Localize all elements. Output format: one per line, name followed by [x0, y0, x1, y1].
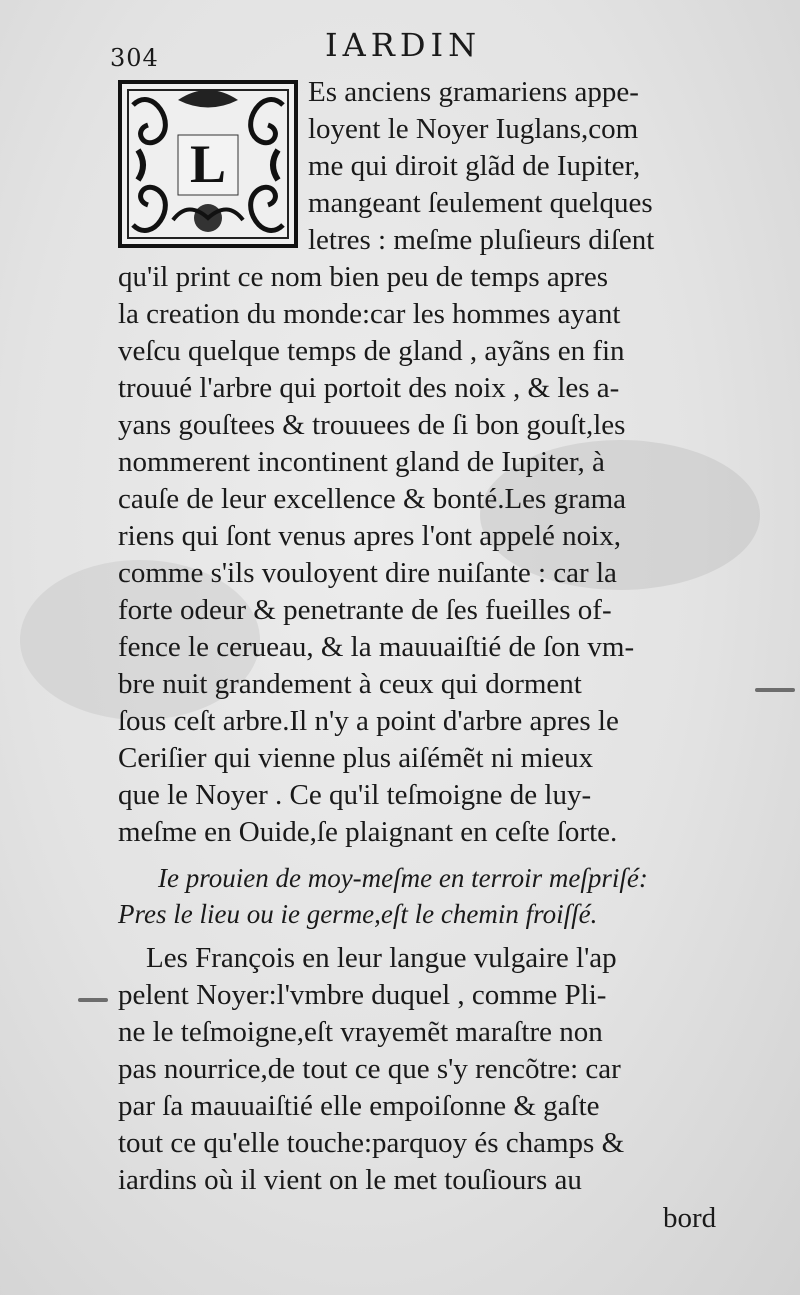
text-line: pas nourrice,de tout ce que s'y rencõtre: car [118, 1053, 621, 1085]
text-line: Ceriſier qui vienne plus aiſémẽt ni mieux [118, 742, 594, 774]
margin-mark [78, 998, 108, 1002]
text-line: ne le teſmoigne,eſt vrayemẽt maraſtre non [118, 1016, 603, 1048]
text-line: Les François en leur langue vulgaire l'ap [146, 942, 617, 974]
text-line: qu'il print ce nom bien peu de temps apres [118, 261, 609, 293]
text-line: bre nuit grandement à ceux qui dorment [118, 668, 582, 700]
text-line: Es anciens gramariens appe- [308, 76, 639, 108]
text-line: mangeant ſeulement quelques [308, 187, 653, 219]
text-line: la creation du monde:car les hommes ayant [118, 298, 621, 330]
text-line: cauſe de leur excellence & bonté.Les grama [118, 483, 627, 515]
text-line: trouué l'arbre qui portoit des noix , & les a- [118, 372, 620, 404]
initial-letter: L [189, 134, 227, 194]
text-line: ſous ceſt arbre.Il n'y a point d'arbre apres le [118, 705, 619, 737]
verse-line: Ie prouien de moy-meſme en terroir meſpriſé: [158, 863, 648, 893]
text-line: veſcu quelque temps de gland , ayãns en fin [118, 335, 625, 367]
verse-line: Pres le lieu ou ie germe,eſt le chemin froiſſé. [118, 899, 598, 929]
text-line: loyent le Noyer Iuglans,com [308, 113, 639, 145]
text-line: forte odeur & penetrante de ſes fueilles of- [118, 594, 612, 626]
catchword: bord [663, 1202, 717, 1234]
text-line: me qui diroit glãd de Iupiter, [308, 150, 641, 182]
text-line: meſme en Ouide,ſe plaignant en ceſte ſorte. [118, 816, 618, 848]
text-line: yans gouſtees & trouuees de ſi bon gouſt,les [118, 409, 626, 441]
text-line: nommerent incontinent gland de Iupiter, à [118, 446, 605, 478]
text-line: tout ce qu'elle touche:parquoy és champs & [118, 1127, 625, 1159]
text-line: letres : meſme pluſieurs diſent [308, 224, 655, 256]
page-header [0, 14, 800, 72]
text-line: par ſa mauuaiſtié elle empoiſonne & gaſte [118, 1090, 600, 1122]
running-title: IARDIN [325, 26, 482, 64]
text-line: riens qui ſont venus apres l'ont appelé noix, [118, 520, 621, 552]
text-line: pelent Noyer:l'vmbre duquel , comme Pli- [118, 979, 607, 1011]
text-line: iardins où il vient on le met touſiours au [118, 1164, 582, 1196]
page-number: 304 [110, 44, 159, 72]
text-line: fence le cerueau, & la mauuaiſtié de ſon vm- [118, 631, 635, 663]
margin-mark [755, 688, 795, 692]
decorated-initial [118, 80, 298, 248]
text-line: comme s'ils vouloyent dire nuiſante : car la [118, 557, 617, 589]
text-line: que le Noyer . Ce qu'il teſmoigne de luy- [118, 779, 592, 811]
